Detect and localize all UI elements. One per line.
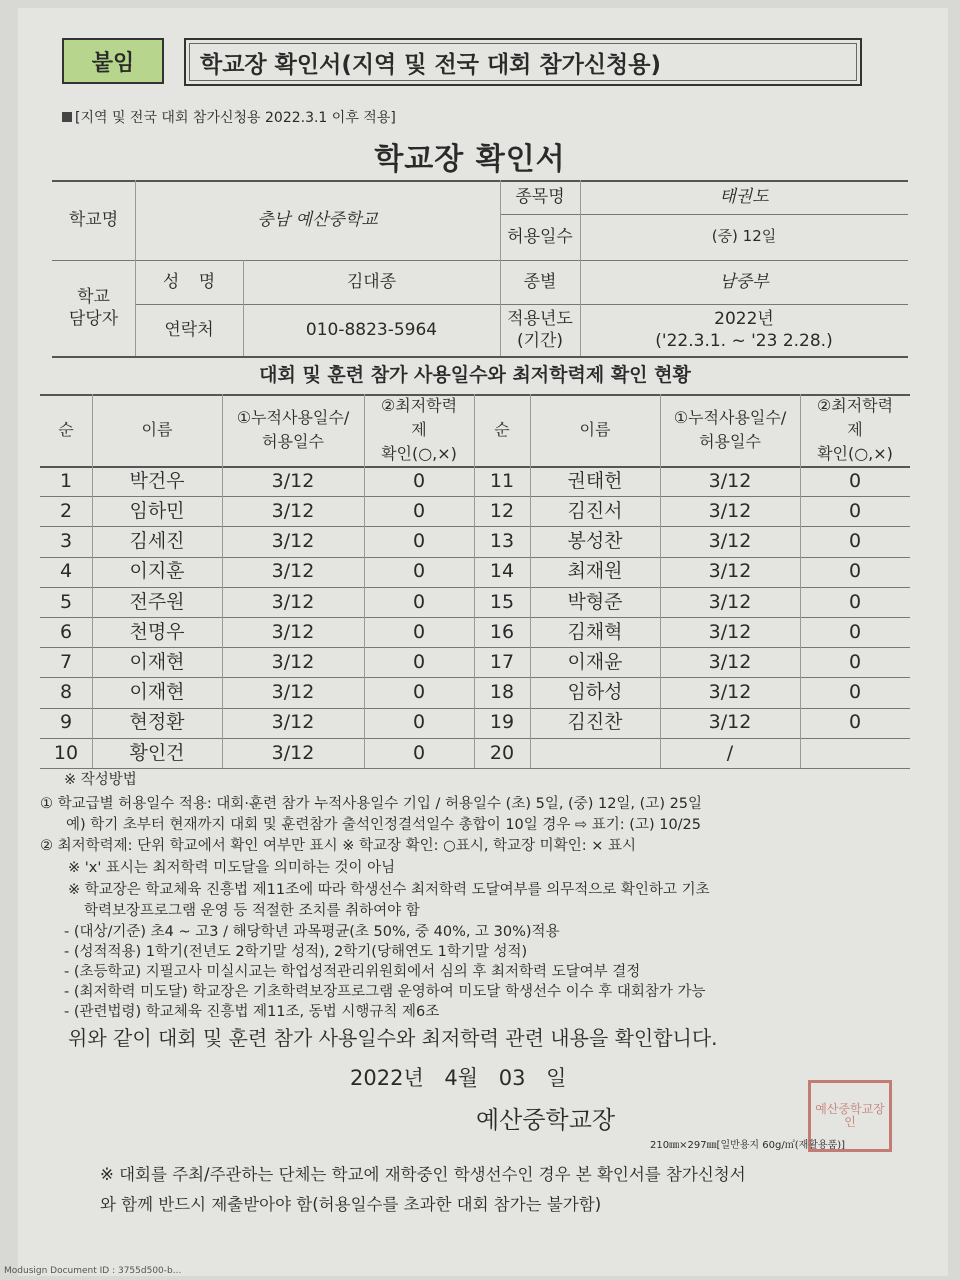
row-right-2-check: 0: [848, 499, 862, 522]
row-left-7-days: 3/12: [271, 650, 315, 673]
square-bullet-icon: [62, 112, 72, 122]
row-left-8-check: 0: [412, 681, 426, 704]
method-line: ※ 'x' 표시는 최저학력 미도달을 의미하는 것이 아님: [68, 860, 396, 876]
method-line: ① 학교급별 허용일수 적용: 대회·훈련 참가 누적사용일수 기입 / 허용일수 (초) 5일, (중) 12일, (고) 25일: [40, 796, 703, 812]
school-label: 학교명: [68, 209, 119, 230]
row-right-8-no: 18: [489, 681, 515, 704]
row-left-2-no: 2: [59, 499, 73, 522]
phone-value: 010-8823-5964: [305, 319, 438, 340]
date-day: 03 일: [498, 1066, 567, 1090]
method-line: ※ 학교장은 학교체육 진흥법 제11조에 따라 학생선수 최저학력 도달여부를 의무적으로 확인하고 기초: [68, 882, 710, 898]
row-left-10-days: 3/12: [271, 741, 315, 764]
row-left-5-days: 3/12: [271, 590, 315, 613]
method-line: - (대상/기준) 초4 ~ 고3 / 해당학년 과목평균(초 50%, 중 40%, 고 30%)적용: [64, 924, 560, 940]
row-right-5-name: 박형준: [567, 590, 623, 613]
row-right-3-no: 13: [489, 530, 515, 553]
row-right-2-days: 3/12: [708, 499, 752, 522]
row-right-2-no: 12: [489, 499, 515, 522]
row-left-3-no: 3: [59, 530, 73, 553]
row-right-4-no: 14: [489, 560, 515, 583]
method-line: - (성적적용) 1학기(전년도 2학기말 성적), 2학기(당해연도 1학기말 성적): [64, 944, 528, 960]
name-value: 김대종: [346, 271, 397, 292]
header-name-right: 이름: [579, 420, 611, 439]
sport-label: 종목명: [515, 186, 565, 207]
table-row-line: [40, 768, 910, 769]
row-right-7-no: 17: [489, 650, 515, 673]
sport-value: 태권도: [719, 186, 769, 207]
attachment-tag: 붙임: [62, 38, 164, 84]
gender-label: 종별: [523, 271, 557, 292]
header-days-right: ①누적사용일수/ 허용일수: [673, 408, 787, 451]
row-left-1-days: 3/12: [271, 469, 315, 492]
row-left-7-name: 이재현: [129, 650, 185, 673]
row-left-9-check: 0: [412, 711, 426, 734]
row-left-9-no: 9: [59, 711, 73, 734]
method-line: - (초등학교) 지필고사 미실시교는 학업성적관리위원회에서 심의 후 최저학력 도달여부 결정: [64, 964, 641, 980]
document-title: 학교장 확인서: [374, 142, 566, 177]
method-line: ※ 작성방법: [64, 772, 137, 788]
confirm-statement: 위와 같이 대회 및 훈련 참가 사용일수와 최저학력 관련 내용을 확인합니다.: [68, 1026, 718, 1050]
row-right-9-no: 19: [489, 711, 515, 734]
applicability-note: [62, 107, 396, 127]
row-right-3-check: 0: [848, 530, 862, 553]
header-no-right: 순: [494, 420, 510, 439]
row-right-8-name: 임하성: [567, 681, 623, 704]
principal-title: 예산중학교장: [476, 1106, 616, 1134]
row-left-4-no: 4: [59, 560, 73, 583]
method-line: ② 최저학력제: 단위 학교에서 확인 여부만 표시 ※ 학교장 확인: ○표시, 학교장 미확인: × 표시: [40, 838, 636, 854]
row-right-9-days: 3/12: [708, 711, 752, 734]
row-right-5-days: 3/12: [708, 590, 752, 613]
header-title: 학교장 확인서(지역 및 전국 대회 참가신청용): [184, 38, 862, 86]
staff-label: 학교 담당자: [68, 286, 119, 329]
method-line: - (최저학력 미도달) 학교장은 기초학력보장프로그램 운영하여 미도달 학생선수 이수 후 대회참가 가능: [64, 984, 706, 1000]
row-right-6-check: 0: [848, 620, 862, 643]
date-month: 4월: [444, 1066, 479, 1090]
paper-spec: 210㎜×297㎜[일반용지 60g/㎡(재활용품)]: [650, 1140, 846, 1151]
gender-value: 남중부: [719, 271, 769, 292]
row-left-6-check: 0: [412, 620, 426, 643]
row-left-2-days: 3/12: [271, 499, 315, 522]
method-line: 예) 학기 초부터 현재까지 대회 및 훈련참가 출석인정결석일수 총합이 10일 경우 ⇨ 표기: (고) 10/25: [66, 817, 702, 833]
row-left-7-no: 7: [59, 650, 73, 673]
year-value: 2022년 ('22.3.1. ~ '23 2.28.): [655, 308, 833, 351]
year-label: 적용년도 (기간): [507, 308, 573, 351]
row-left-3-days: 3/12: [271, 530, 315, 553]
row-left-10-check: 0: [412, 741, 426, 764]
days-label: 허용일수: [507, 226, 573, 247]
row-left-1-no: 1: [59, 469, 73, 492]
row-left-8-name: 이재현: [129, 681, 185, 704]
row-right-8-check: 0: [848, 681, 862, 704]
row-left-10-no: 10: [53, 741, 79, 764]
row-right-9-name: 김진찬: [567, 711, 623, 734]
row-left-6-days: 3/12: [271, 620, 315, 643]
header-check-right: ②최저학력 제 확인(○,×): [816, 396, 894, 463]
row-right-4-name: 최재원: [567, 560, 623, 583]
row-left-4-check: 0: [412, 560, 426, 583]
row-right-10-no: 20: [489, 741, 515, 764]
row-right-1-no: 11: [489, 469, 515, 492]
footnote: ※ 대회를 주최/주관하는 단체는 학교에 재학중인 학생선수인 경우 본 확인서를 참가신청서 와 함께 반드시 제출받아야 함(허용일수를 초과한 대회 참가는 불가함): [100, 1165, 746, 1214]
row-right-10-name: [530, 738, 660, 768]
row-right-7-name: 이재윤: [567, 650, 623, 673]
row-right-5-no: 15: [489, 590, 515, 613]
header-name-left: 이름: [141, 420, 173, 439]
row-left-7-check: 0: [412, 650, 426, 673]
row-right-3-days: 3/12: [708, 530, 752, 553]
official-seal: 예산중학교장인: [808, 1080, 892, 1152]
row-left-5-name: 전주원: [129, 590, 185, 613]
method-line: 학력보장프로그램 운영 등 적절한 조치를 취하여야 함: [84, 903, 420, 919]
row-left-8-days: 3/12: [271, 681, 315, 704]
row-left-2-check: 0: [412, 499, 426, 522]
header-check-left: ②최저학력 제 확인(○,×): [380, 396, 458, 463]
date-year: 2022년: [350, 1066, 424, 1090]
row-right-8-days: 3/12: [708, 681, 752, 704]
row-right-1-check: 0: [848, 469, 862, 492]
phone-label: 연락처: [164, 319, 214, 340]
row-right-2-name: 김진서: [567, 499, 623, 522]
row-right-5-check: 0: [848, 590, 862, 613]
section-title: 대회 및 훈련 참가 사용일수와 최저학력제 확인 현황: [259, 363, 691, 386]
row-left-9-name: 현정환: [129, 711, 185, 734]
row-right-3-name: 봉성찬: [567, 530, 623, 553]
method-line: - (관련법령) 학교체육 진흥법 제11조, 동법 시행규칙 제6조: [64, 1004, 440, 1020]
row-right-6-name: 김채혁: [567, 620, 623, 643]
row-left-1-name: 박건우: [129, 469, 185, 492]
header-days-left: ①누적사용일수/ 허용일수: [236, 408, 350, 451]
row-right-6-days: 3/12: [708, 620, 752, 643]
row-right-1-days: 3/12: [708, 469, 752, 492]
row-left-6-no: 6: [59, 620, 73, 643]
row-left-10-name: 황인건: [129, 741, 185, 764]
row-left-2-name: 임하민: [129, 499, 185, 522]
row-right-6-no: 16: [489, 620, 515, 643]
name-label: 성 명: [162, 271, 216, 292]
row-left-3-name: 김세진: [129, 530, 185, 553]
row-left-5-check: 0: [412, 590, 426, 613]
row-left-1-check: 0: [412, 469, 426, 492]
note-text: [지역 및 전국 대회 참가신청용 2022.3.1 이후 적용]: [75, 110, 396, 126]
row-right-10-check: [800, 738, 910, 768]
row-right-1-name: 권태헌: [567, 469, 623, 492]
school-value: 충남 예산중학교: [257, 209, 378, 230]
document-id: Modusign Document ID : 3755d500-b...: [4, 1266, 182, 1276]
row-right-4-days: 3/12: [708, 560, 752, 583]
row-left-9-days: 3/12: [271, 711, 315, 734]
header-no-left: 순: [58, 420, 74, 439]
row-left-4-name: 이지훈: [129, 560, 185, 583]
row-right-10-days: /: [726, 741, 734, 764]
row-right-9-check: 0: [848, 711, 862, 734]
row-right-7-check: 0: [848, 650, 862, 673]
row-right-4-check: 0: [848, 560, 862, 583]
row-left-4-days: 3/12: [271, 560, 315, 583]
days-value: (중) 12일: [711, 227, 777, 246]
row-left-3-check: 0: [412, 530, 426, 553]
row-left-5-no: 5: [59, 590, 73, 613]
row-left-6-name: 천명우: [129, 620, 185, 643]
row-left-8-no: 8: [59, 681, 73, 704]
row-right-7-days: 3/12: [708, 650, 752, 673]
sign-date: [350, 1062, 566, 1092]
